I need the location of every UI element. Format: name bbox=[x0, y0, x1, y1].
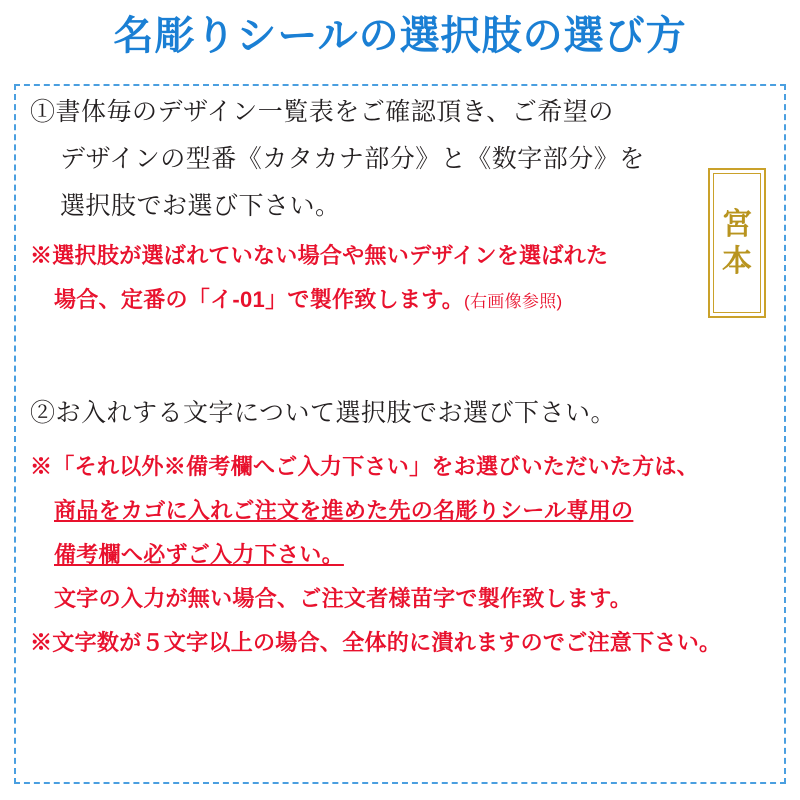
section-2-note-4: 文字の入力が無い場合、ご注文者様苗字で製作致します。 bbox=[54, 586, 633, 611]
section-2-note-5: ※文字数が５文字以上の場合、全体的に潰れますのでご注意下さい。 bbox=[30, 630, 722, 655]
sample-char-1: 宮 bbox=[722, 206, 752, 242]
spacer bbox=[30, 610, 770, 632]
spacer bbox=[30, 172, 770, 194]
sample-char-2: 本 bbox=[722, 244, 752, 279]
section-1-line-2: デザインの型番《カタカナ部分》と《数字部分》を bbox=[60, 145, 645, 173]
section-1-note-2: 場合、定番の「イ-01」で製作致します。 bbox=[54, 287, 465, 312]
section-2-note-1: ※「それ以外※備考欄へご入力下さい」をお選びいただいた方は、 bbox=[30, 454, 700, 479]
spacer bbox=[30, 478, 770, 500]
spacer bbox=[30, 566, 770, 588]
section-1-note-1: ※選択肢が選ばれていない場合や無いデザインを選ばれた bbox=[30, 243, 609, 268]
spacer bbox=[30, 267, 770, 289]
section-1 bbox=[30, 100, 770, 311]
section-2-note-2: 商品をカゴに入れご注文を進めた先の名彫りシール専用の bbox=[54, 498, 634, 523]
name-seal-sample-inner bbox=[713, 173, 761, 313]
page-title: 名彫りシールの選択肢の選び方 bbox=[113, 14, 687, 58]
name-seal-sample-image bbox=[708, 168, 766, 318]
spacer bbox=[30, 311, 770, 371]
section-2-heading: ②お入れする文字について選択肢でお選び下さい。 bbox=[30, 399, 617, 427]
section-1-note-2-suffix: (右画像参照) bbox=[464, 292, 563, 311]
spacer bbox=[30, 219, 770, 245]
instructions-body bbox=[30, 100, 770, 654]
section-2-note-3: 備考欄へ必ずご入力下さい。 bbox=[54, 542, 344, 567]
section-1-line-3: 選択肢でお選び下さい。 bbox=[60, 192, 341, 220]
section-1-line-1: ①書体毎のデザイン一覧表をご確認頂き、ご希望の bbox=[30, 98, 614, 126]
spacer bbox=[30, 522, 770, 544]
spacer bbox=[30, 125, 770, 147]
section-1-note-2-wrap bbox=[30, 289, 770, 311]
spacer bbox=[30, 426, 770, 456]
section-2 bbox=[30, 401, 770, 654]
spacer bbox=[30, 371, 770, 401]
